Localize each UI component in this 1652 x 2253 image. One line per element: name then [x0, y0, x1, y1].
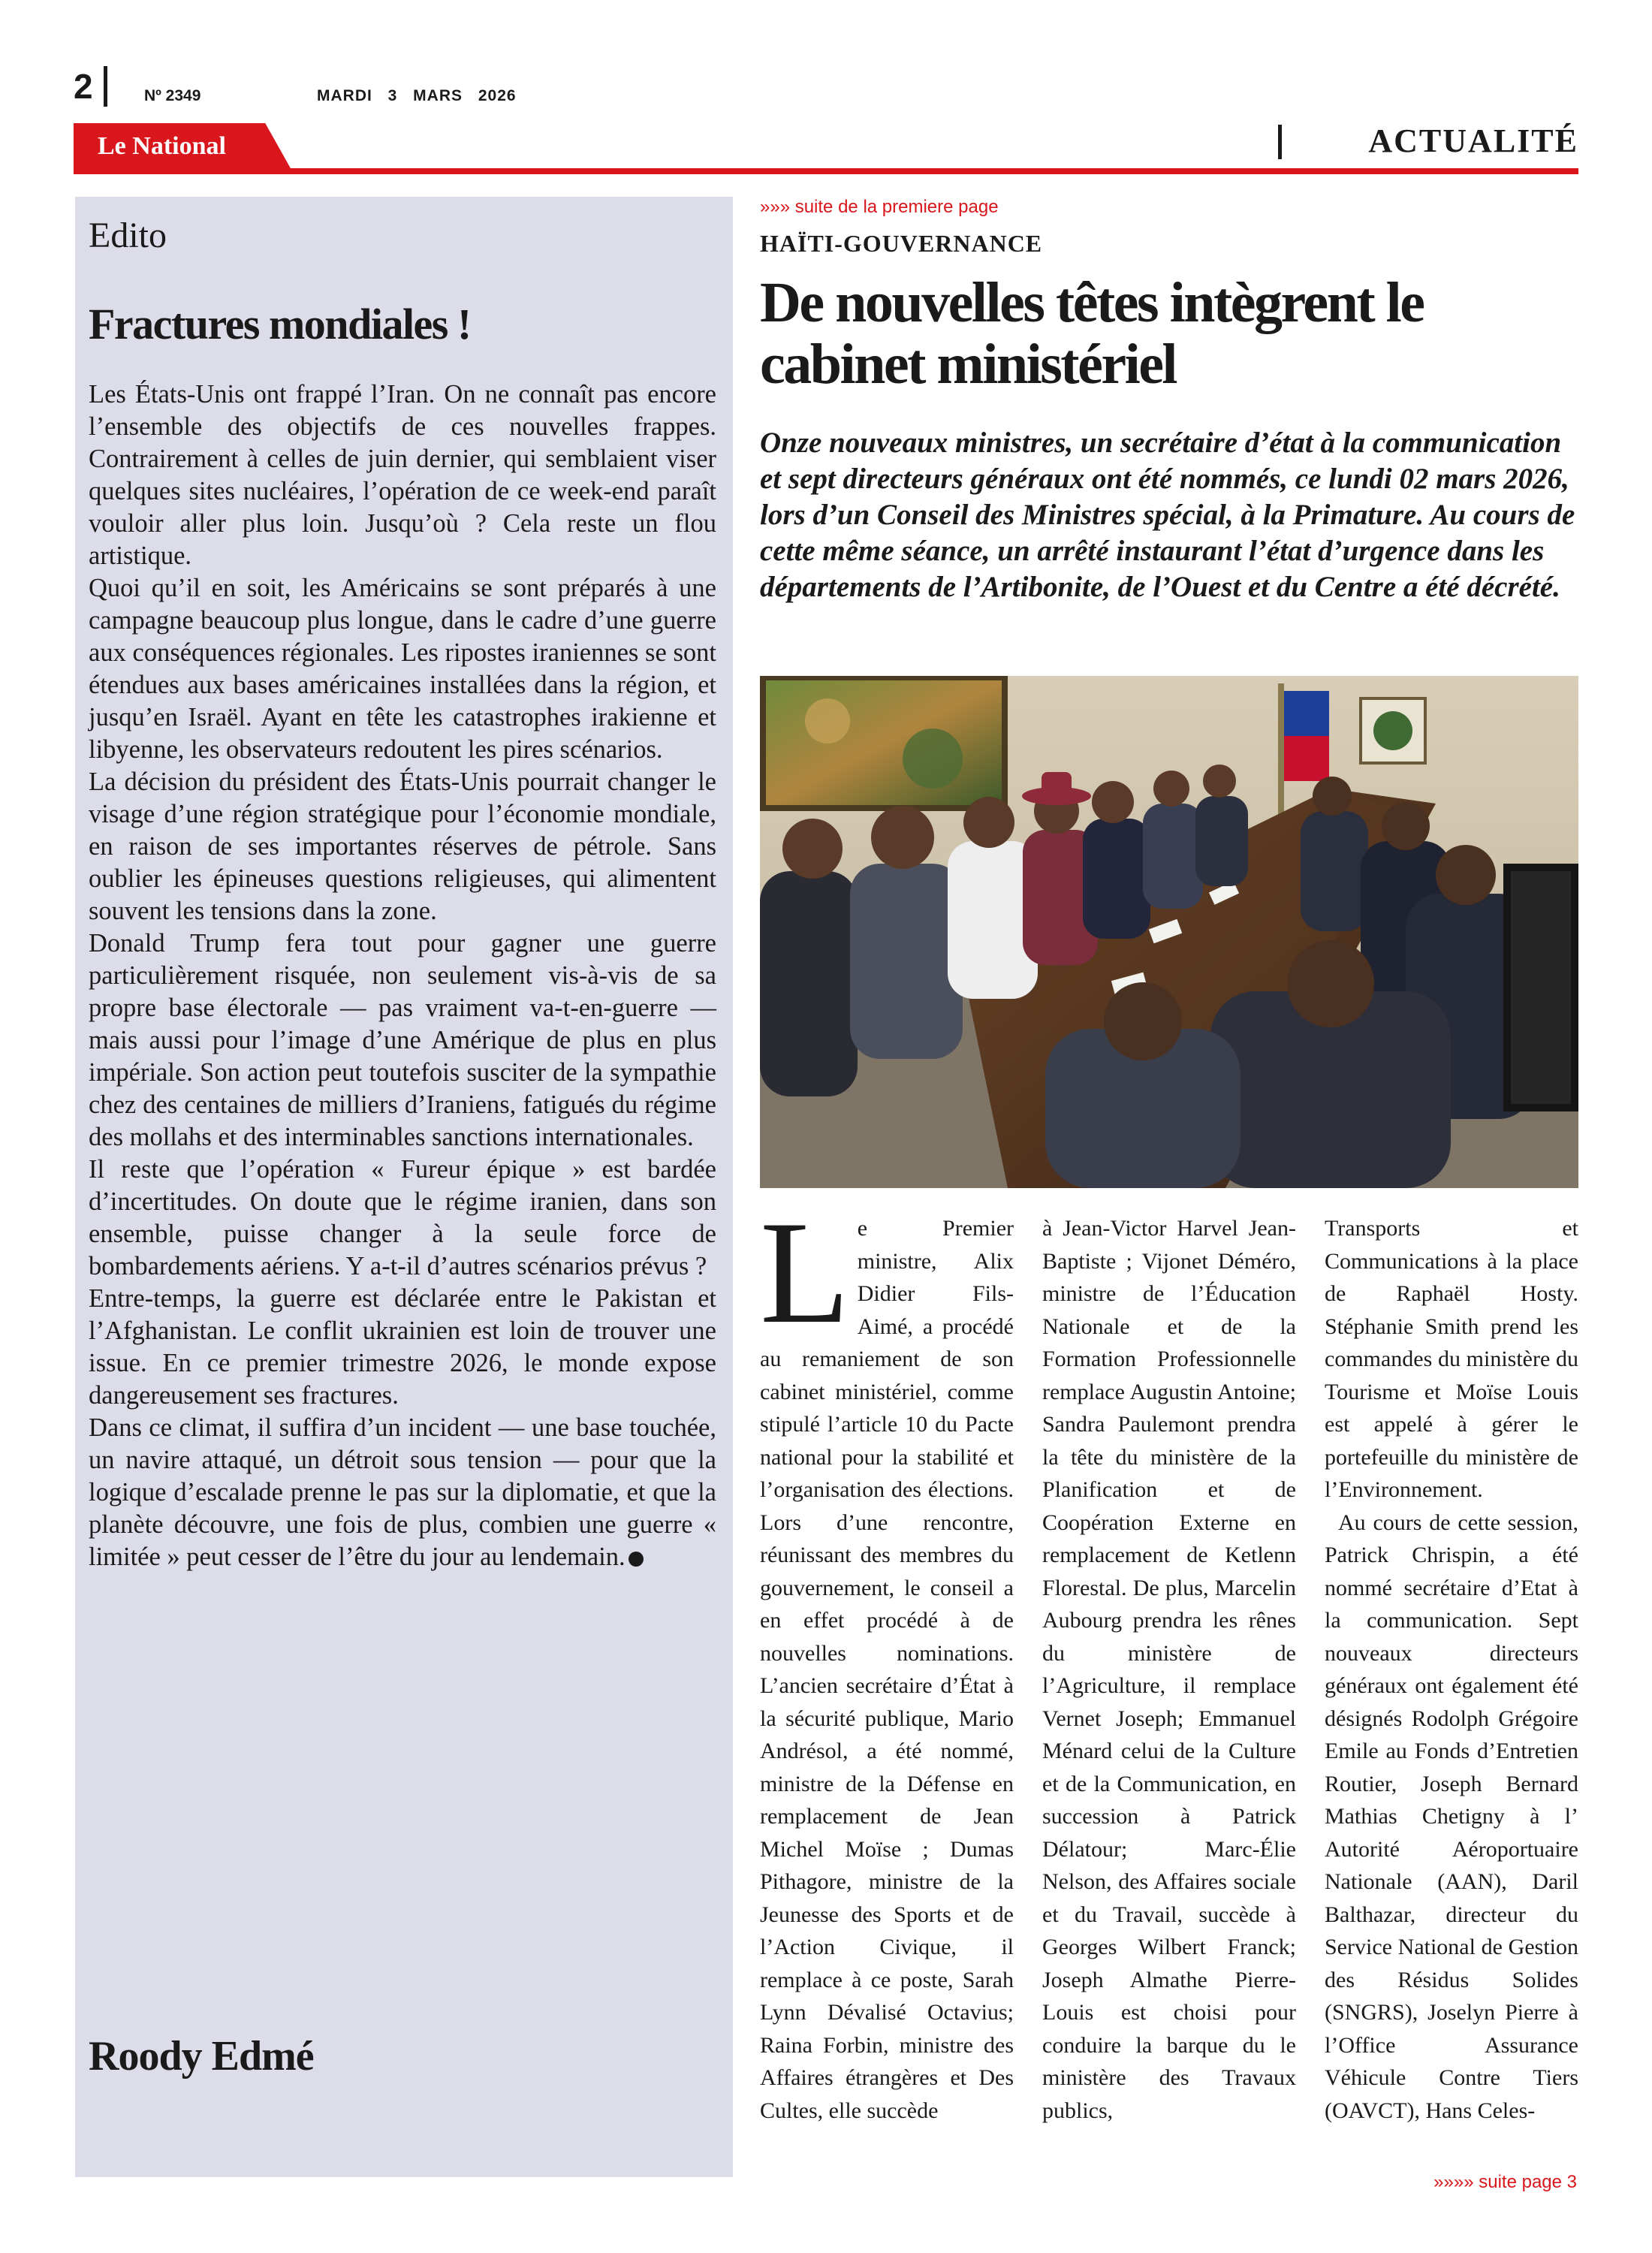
article-photo: [760, 676, 1578, 1188]
article-paragraph: Au cours de cette session, Patrick Chrispin, a été nommé secrétaire d’Etat à la communication. Sept nouveaux directeurs généraux ont également été désignés Rodolph Grégoire Emile au Fonds d’Entretien Routier, Joseph Bernard Mathias Chetigny à l’ Autorité Aéroportuaire Nationale (AAN), Daril Balthazar, directeur du Service National de Gestion des Résidus Solides (SNGRS), Joselyn Pierre à l’Office Assurance Véhicule Contre Tiers (OAVCT), Hans Celes-: [1325, 1510, 1578, 2123]
edito-paragraph: Donald Trump fera tout pour gagner une guerre particulièrement risquée, non seulement vis-à-vis de sa propre base électorale — pas vraiment va-t-en-guerre — mais aussi pour l’image d’une Amérique de plus en plus impériale. Son action peut toutefois susciter de la sympathie chez des centaines de milliers d’Iraniens, fatigués du régime des mollahs et des interminables sanctions internationales.: [89, 929, 716, 1151]
continued-from-label: »»» suite de la premiere page: [760, 197, 999, 217]
page-number: 2: [74, 67, 93, 106]
edito-body: [89, 379, 716, 1573]
edito-paragraph: Entre-temps, la guerre est déclarée entre le Pakistan et l’Afghanistan. Le conflit ukrainien est loin de trouver une issue. En ce premier trimestre 2026, le monde expose dangereusement ses fractures.: [89, 1284, 716, 1410]
page-number-divider: [104, 66, 107, 107]
edito-label: Edito: [89, 216, 167, 255]
article-column-1: [760, 1191, 1014, 2127]
section-divider: [1278, 125, 1282, 159]
edito-paragraph: Quoi qu’il en soit, les Américains se sont préparés à une campagne beaucoup plus longue, dans le cadre d’une guerre aux conséquences régionales. Les ripostes iraniennes se sont étendues aux bases américaines installées dans la région, et jusqu’en Israël. Ayant en tête les catastrophes irakienne et libyenne, les observateurs redoutent les pires scénarios.: [89, 574, 716, 764]
brand-name: Le National: [98, 132, 226, 160]
header-rule: [74, 168, 1578, 174]
section-title: ACTUALITÉ: [1368, 122, 1578, 159]
edito-author: Roody Edmé: [89, 2033, 314, 2080]
issue-number: Nº 2349: [144, 87, 201, 104]
article-column-3: [1325, 1212, 1578, 2127]
issue-date: MARDI 3 MARS 2026: [317, 87, 517, 104]
article-column-2: à Jean-Victor Harvel Jean-Baptiste ; Vijonet Déméro, ministre de l’Éducation Nationale et de la Formation Professionnelle remplace Augustin Antoine; Sandra Paulemont prendra la tête du ministère de la Planification et de Coopération Externe en remplacement de Ketlenn Florestal. De plus, Marcelin Aubourg prendra les rênes du ministère de l’Agriculture, il remplace Vernet Joseph; Emmanuel Ménard celui de la Culture et de la Communication, en succession à Patrick Délatour; Marc-Élie Nelson, des Affaires sociale et du Travail, succède à Georges Wilbert Franck; Joseph Almathe Pierre-Louis est choisi pour conduire la barque du le ministère des Travaux publics,: [1042, 1216, 1296, 2123]
article-paragraph: Transports et Communications à la place de Raphaël Hosty. Stéphanie Smith prend les commandes du ministère du Tourisme et Moïse Louis est appelé à gérer le portefeuille du ministère de l’Environnement.: [1325, 1216, 1578, 1502]
article-headline: De nouvelles têtes intègrent le cabinet ministériel: [760, 271, 1424, 396]
edito-paragraph: [89, 1412, 716, 1573]
edito-paragraph-text: Dans ce climat, il suffira d’un incident — une base touchée, un navire attaqué, un détroit sous tension — pour que la logique d’escalade prenne le pas sur la diplomatie, et que la planète découvre, une fois de plus, combien une guerre « limitée » peut cesser de l’être du jour au lendemain.: [89, 1413, 716, 1571]
continued-to-link[interactable]: »»»» suite page 3: [1433, 2172, 1577, 2192]
article-column-1-text: e Premier ministre, Alix Didier Fils-Aimé, a procédé au remaniement de son cabinet ministériel, comme stipulé l’article 10 du Pacte national pour la stabilité et l’organisation des élections. Lors d’une rencontre, réunissant des membres du gouvernement, le conseil a en effet procédé à de nouvelles nominations. L’ancien secrétaire d’État à la sécurité publique, Mario Andrésol, a été nommé, ministre de la Défense en remplacement de Jean Michel Moïse ; Dumas Pithagore, ministre de la Jeunesse des Sports et de l’Action Civique, il remplace à ce poste, Sarah Lynn Dévalisé Octavius; Raina Forbin, ministre des Affaires étrangères et Des Cultes, elle succède: [760, 1216, 1014, 2123]
article-lede: Onze nouveaux ministres, un secrétaire d’état à la communication et sept directeurs généraux ont été nommés, ce lundi 02 mars 2026, lors d’un Conseil des Ministres spécial, à la Primature. Au cours de cette même séance, un arrêté instaurant l’état d’urgence dans les départements de l’Artibonite, de l’Ouest et du Centre a été décrété.: [760, 427, 1575, 603]
article-rubric: HAÏTI-GOUVERNANCE: [760, 230, 1043, 257]
drop-cap: L: [760, 1191, 850, 1354]
edito-paragraph: Il reste que l’opération « Fureur épique » est bardée d’incertitudes. On doute que le régime iranien, dans son ensemble, puisse changer à la seule force de bombardements aériens. Y a-t-il d’autres scénarios prévus ?: [89, 1155, 716, 1280]
edito-paragraph: Les États-Unis ont frappé l’Iran. On ne connaît pas encore l’ensemble des objectifs de ces nouvelles frappes. Contrairement à celles de juin dernier, qui semblaient viser quelques sites nucléaires, l’opération de ce week-end paraît vouloir aller plus loin. Jusqu’où ? Cela reste un flou artistique.: [89, 380, 716, 570]
end-of-article-icon: [629, 1552, 644, 1567]
edito-paragraph: La décision du président des États-Unis pourrait changer le visage d’une région stratégique pour l’économie mondiale, en raison de ses importantes réserves de pétrole. Sans oublier les épineuses questions religieuses, qui alimentent souvent les tensions dans la zone.: [89, 768, 716, 925]
edito-title: Fractures mondiales !: [89, 300, 471, 348]
